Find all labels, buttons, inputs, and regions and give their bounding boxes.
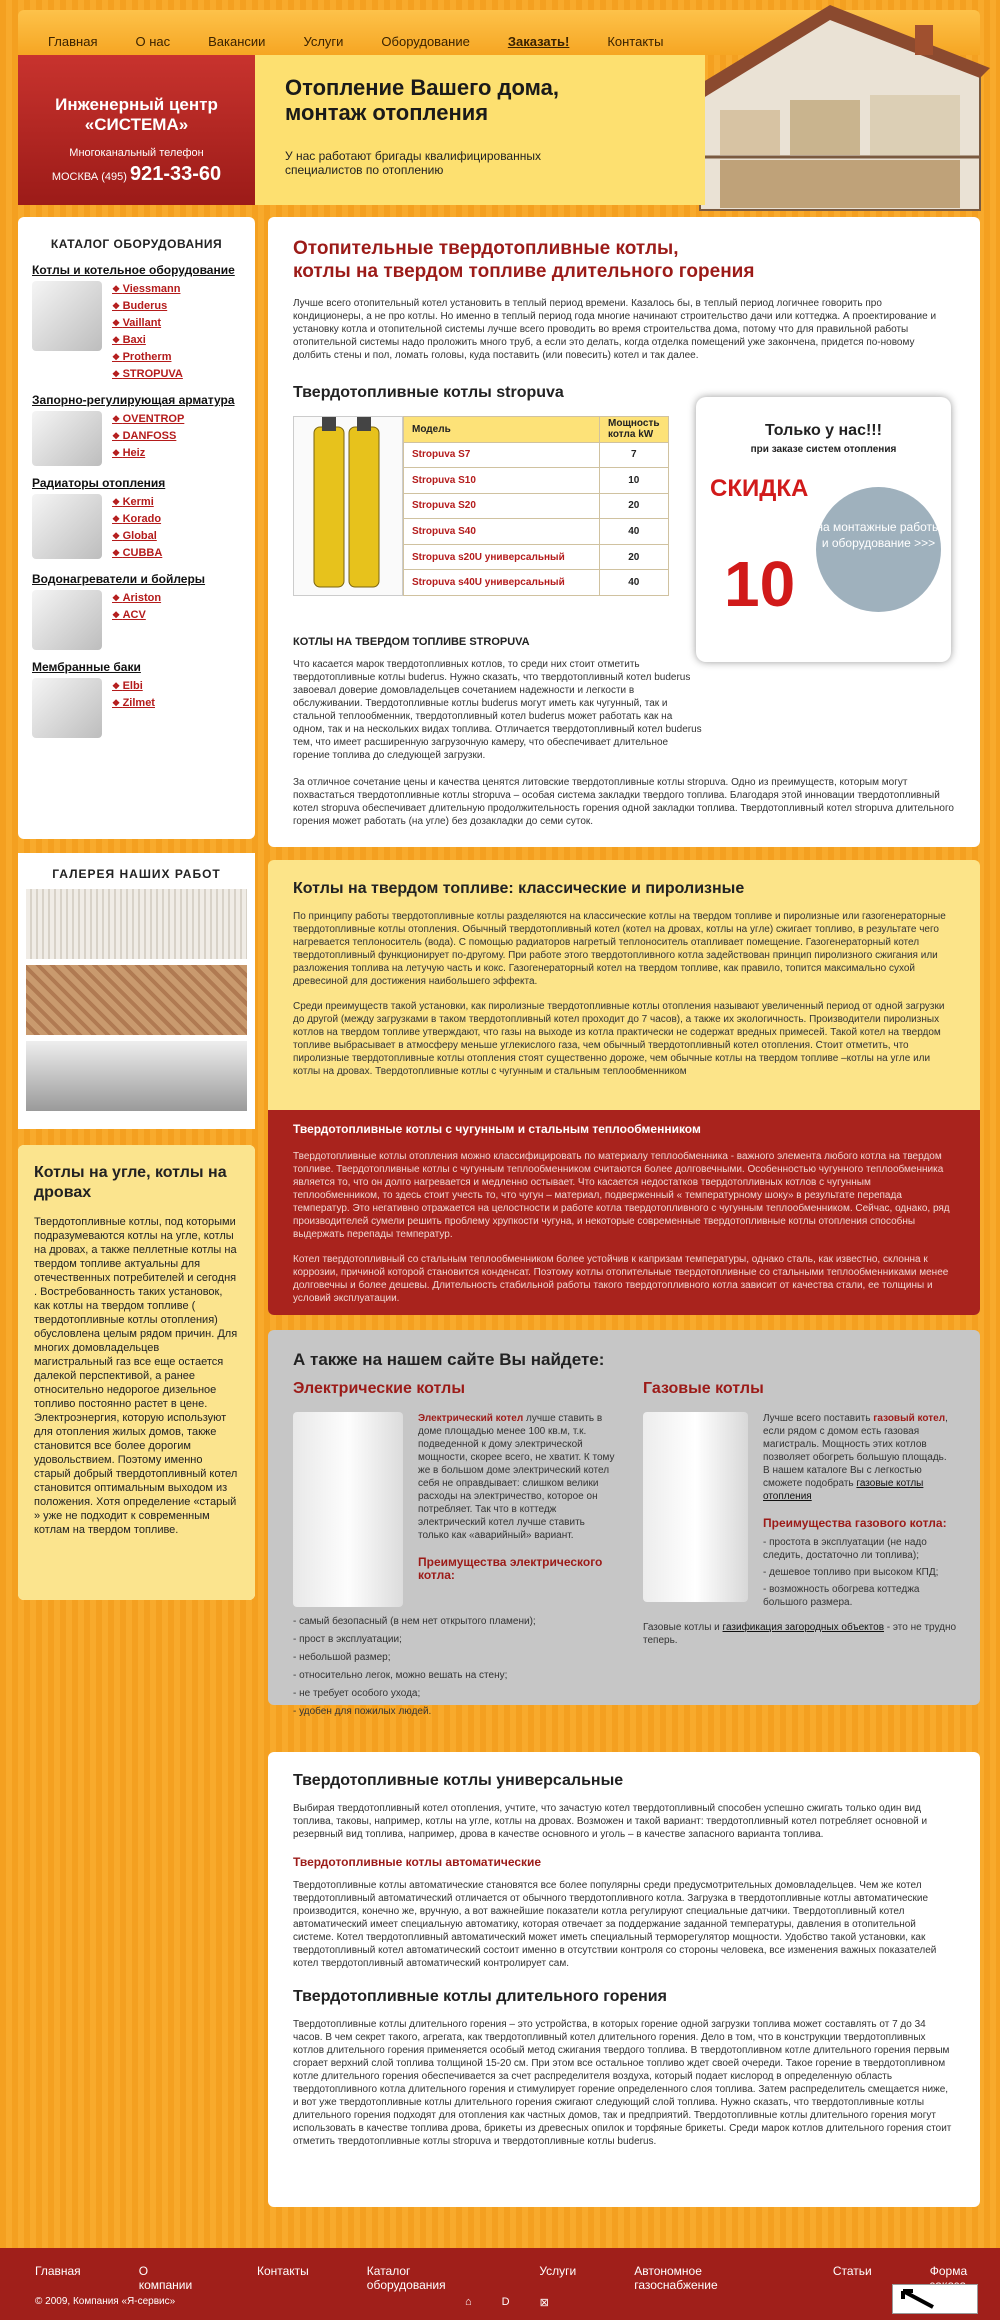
- catalog-link[interactable]: ❖ Zilmet: [112, 695, 155, 712]
- electric-boiler-image: [293, 1412, 403, 1607]
- gas-boilers-catalog-link[interactable]: газовые котлы отопления: [763, 1478, 924, 1502]
- stropuva-title: Твердотопливные котлы stropuva: [293, 384, 564, 401]
- house-illustration: [680, 0, 990, 215]
- table-row: Stropuva S20 20: [404, 493, 669, 519]
- footer-link[interactable]: Статьи: [832, 2264, 872, 2278]
- tank-thumb-icon: [32, 678, 102, 738]
- catalog-section-heaters: Водонагреватели и бойлеры ❖ Ariston ❖ ACV: [32, 572, 241, 650]
- footer-icons: [465, 2296, 579, 2309]
- catalog-link[interactable]: ❖ Korado: [112, 511, 162, 528]
- discount-promo[interactable]: Только у нас!!! при заказе систем отопления СКИДКА на монтажные работы и оборудование >>> 10: [696, 397, 951, 662]
- heat-exchanger-title: Твердотопливные котлы с чугунным и стальным теплообменником: [293, 1122, 701, 1136]
- universal-title: Твердотопливные котлы универсальные: [293, 1772, 624, 1789]
- footer-link[interactable]: О компании: [138, 2264, 193, 2292]
- also-title: А также на нашем сайте Вы найдете:: [293, 1350, 605, 1369]
- catalog-link[interactable]: ❖ ACV: [112, 607, 161, 624]
- nav-services[interactable]: Услуги: [303, 34, 344, 49]
- catalog-link[interactable]: ❖ Baxi: [112, 332, 183, 349]
- catalog-link[interactable]: ❖ Protherm: [112, 349, 183, 366]
- stropuva-boiler-image: [293, 416, 403, 596]
- catalog-link[interactable]: ❖ CUBBA: [112, 545, 162, 562]
- nav-about[interactable]: О нас: [135, 34, 171, 49]
- bookmark-icon[interactable]: D: [501, 2296, 510, 2308]
- catalog-link[interactable]: ❖ Buderus: [112, 298, 183, 315]
- footer-link[interactable]: Форма: [929, 2264, 968, 2278]
- hero-title: Отопление Вашего дома, монтаж отопления: [285, 75, 559, 125]
- long-burning-title: Твердотопливные котлы длительного горения: [293, 1988, 667, 2005]
- hero-text: У нас работают бригады квалифицированных специалистов по отоплению: [285, 149, 541, 177]
- footer-link[interactable]: Услуги: [539, 2264, 577, 2278]
- model-link[interactable]: Stropuva S10: [412, 474, 476, 486]
- catalog-section-tanks: Мембранные баки ❖ Elbi ❖ Zilmet: [32, 660, 241, 738]
- also-on-site-panel: [268, 1330, 980, 1717]
- auto-title: Твердотопливные котлы автоматические: [293, 1855, 542, 1869]
- table-row: Stropuva S10 10: [404, 468, 669, 494]
- gallery-image[interactable]: [26, 889, 247, 959]
- gas-boiler-image: [643, 1412, 748, 1602]
- classic-title: Котлы на твердом топливе: классические и пиролизные: [293, 880, 745, 897]
- catalog-link[interactable]: ❖ Global: [112, 528, 162, 545]
- gas-advantages-list: - простота в эксплуатации (не надо следить, достаточно ли топлива); - дешевое топливо при высоком КПД; - возможность обогрева коттеджа большого размера.: [763, 1537, 939, 1608]
- footer-link[interactable]: Главная: [35, 2264, 81, 2278]
- model-link[interactable]: Stropuva S20: [412, 500, 476, 512]
- nav-equipment[interactable]: Оборудование: [381, 34, 470, 49]
- heat-exchanger-section: Твердотопливные котлы с чугунным и стальным теплообменником Твердотопливные котлы отопления можно классифицировать по материалу теплообменника - важного элемента любого котла на твердом топливе. Твердотопливные котлы с чугунным теплообменником считаются более долговечными. Особенностью чугунного теплообменника является то, что он долго нагревается и медленно остывает. Что касается недостатков твердотопливных котлов с чугунным теплообменником, то здесь стоит учесть то, что чугун – материал, подверженный « температурному шоку» в результате перепада температур. Это негативно отражается на целостности и работе котла твердотопливного с чугунным теплообменником. Сейчас, однако, ряд производителей сумели решить проблему хрупкости чугуна, и некоторые современные твердотопливные котлы отопления способны выдержать перепады температур. Котел твердотопливный со стальным теплообменником более устойчив к капризам температуры, однако сталь, как известно, склонна к коррозии, причиной которой становится конденсат. Поэтому котлы отопительные твердотопливные со стальными теплообменниками менее долговечны и более дешевы. Длительность стабильной работы такого твердотопливного котла зависит от качества стали, ее толщины и условий эксплуатации.: [268, 1110, 980, 1315]
- models-table: Модель Мощность котла kW Stropuva S7 7 Stropuva S10 10 Stropuva S20 20 Stropuva S40 40 Stropuva s20U универсальный 20 Stropuva s40U универсальный 40: [403, 416, 669, 596]
- electric-boiler-link[interactable]: Электрический котел: [418, 1413, 524, 1424]
- coal-title: Котлы на угле, котлы на дровах: [34, 1164, 227, 1201]
- catalog-section-valves: Запорно-регулирующая арматура ❖ OVENTROP ❖ DANFOSS ❖ Heiz: [32, 393, 241, 466]
- catalog-title: КАТАЛОГ ОБОРУДОВАНИЯ: [50, 237, 223, 251]
- catalog-link[interactable]: ❖ Heiz: [112, 445, 184, 462]
- mail-icon[interactable]: ⊠: [539, 2297, 549, 2309]
- classic-pyrolysis-panel: Котлы на твердом топливе: классические и пиролизные По принципу работы твердотопливные котлы разделяются на классические котлы на твердом топливе и пиролизные или газогенераторные твердотопливные котлы отопления. Обычный твердотопливный котел (котел на дровах, котлы на угле) сжигает топливо, в результате чего нагревается теплоноситель (вода). С помощью радиаторов нагретый теплоноситель отапливает помещение. Газогенераторный котел твердотопливный функционирует по-другому. При работе этого твердотопливного котла задействован принцип пиролизного сжигания или разложения топлива на летучую часть и кокс. Газогенераторный котел на твердом топливе, как правило, топится максимально сухой древесиной для достижения наибольшего эффекта. Среди преимуществ такой установки, как пиролизные твердотопливные котлы отопления называют увеличенный период от одной загрузки до другой (между загрузками в таком твердотопливный котел проходит до 7 часов), а также их экологичность. Производители пиролизных котлов на твердом топливе утверждают, что газы на выходе из котла практически не содержат вредных примесей. Такой котел на твердом топливе выбрасывает в атмосферу меньше углекислого газа, чем обычный твердотопливный котел отопления. Стоит отметить, что пиролизные твердотопливные котлы отопления стоят существенно дороже, чем обычные котлы на твердом топливе –котлы на угле или котлы на дровах. Твердотопливные котлы с чугунным и стальным теплообменником Твердотопливные котлы с чугунным и стальным теплообменником Твердотопливные котлы отопления можно классифицировать по материалу теплообменника - важного элемента любого котла на твердом топливе. Твердотопливные котлы с чугунным теплообменником считаются более долговечными. Особенностью чугунного теплообменника является то, что он долго нагревается и медленно остывает. Что касается недостатков твердотопливных котлов с чугунным теплообменником, то здесь стоит учесть то, что чугун – материал, подверженный « температурному шоку» в результате перепада температур. Это негативно отражается на целостности и работе котла твердотопливного с чугунным теплообменником. Сейчас, однако, ряд производителей сумели решить проблему хрупкости чугуна, и некоторые современные твердотопливные котлы отопления способны выдержать перепады температур. Котел твердотопливный со стальным теплообменником более устойчив к капризам температуры, однако сталь, как известно, склонна к коррозии, причиной которой становится конденсат. Поэтому котлы отопительные твердотопливные со стальными теплообменниками менее долговечны и более дешевы. Длительность стабильной работы такого твердотопливного котла зависит от качества стали, ее толщины и условий эксплуатации.: [268, 860, 980, 1315]
- catalog-link[interactable]: ❖ Vaillant: [112, 315, 183, 332]
- nav-contacts[interactable]: Контакты: [607, 34, 664, 49]
- model-link[interactable]: Stropuva S7: [412, 449, 471, 461]
- catalog-link[interactable]: ❖ Ariston: [112, 590, 161, 607]
- radiator-thumb-icon: [32, 494, 102, 559]
- gasification-link[interactable]: газификация загородных объектов: [722, 1622, 885, 1633]
- nav-order[interactable]: Заказать!: [507, 34, 570, 49]
- top-nav: [48, 34, 701, 49]
- table-row: Stropuva s20U универсальный 20: [404, 544, 669, 570]
- main-title: Отопительные твердотопливные котлы, котлы на твердом топливе длительного горения: [293, 238, 755, 282]
- gallery-title: ГАЛЕРЕЯ НАШИХ РАБОТ: [52, 867, 221, 881]
- model-link[interactable]: Stropuva s20U универсальный: [412, 551, 565, 563]
- model-link[interactable]: Stropuva S40: [412, 526, 476, 538]
- coal-text: Твердотопливные котлы, под которыми подразумеваются котлы на угле, котлы на дровах, а также пеллетные котлы на твердом топливе актуальны для отечественных потребителей и сегодня . Востребованность таких установок, как котлы на твердом топливе ( твердотопливные котлы отопления) обусловлена целым рядом причин. Для многих домовладельцев магистральный газ все еще остается далекой перспективой, а ранее относительно недорогое дизельное топливо постоянно растет в цене. Электроэнергия, которую используют для отопления жилых домов, также становится все более дорогим удовольствием. Поэтому именно старый добрый твердотопливный котел становится оптимальным выходом из положения. Хотя определение «старый » уже не подходит к современным котлам на твердом топливе.: [34, 1216, 238, 1536]
- gas-boilers-block: Газовые котлы Лучше всего поставить газовый котел, если рядом с домом есть газовая магистраль. Мощность этих котлов позволяет обогреть большую площадь. В нашем каталоге Вы с легкостью сможете подобрать газовые котлы отопления Преимущества газового котла: - простота в эксплуатации (не надо следить, достаточно ли топлива); - дешевое топливо при высоком КПД; - возможность обогрева коттеджа большого размера. Газовые котлы и газификация загородных объектов - это не трудно теперь.: [643, 1380, 957, 1646]
- footer-link[interactable]: Каталог оборудования: [366, 2264, 446, 2292]
- gallery-panel: [18, 853, 255, 1129]
- universal-boilers-panel: Твердотопливные котлы универсальные Выбирая твердотопливный котел отопления, учтите, что зачастую котел твердотопливный способен успешно сжигать только один вид топлива, таковы, например, котлы на угле, котлы на дровах. Возможен и такой вариант: твердотопливный котел потребляет основной и резервный вид топлива, например, дрова в качестве основного и уголь – в качестве запасного варианта топлива. Твердотопливные котлы автоматические Твердотопливные котлы автоматические становятся все более популярны среди предусмотрительных домовладельцев. Чем же котел твердотопливный автоматический отличается от обычного твердотопливного котла. Загрузка в твердотопливные котлы автоматические производится, конечно же, вручную, а вот важнейшие показатели котла регулируют специальные датчики. Твердотопливный котел автоматический имеет специальную автоматику, которая отвечает за поддержание заданной температуры, давления в отопительной системе. Котел твердотопливный автоматический может иметь специальный терморегулятор мощности. Удобство такой установки, как твердотопливный котел автоматический состоит именно в отсутствии контроля со стороны человека, все изменения важных показателей котел твердотопливный автоматический контролирует сам. Твердотопливные котлы длительного горения Твердотопливные котлы длительного горения – это устройства, в которых горение одной загрузки топлива может составлять от 7 до 34 часов. В чем секрет такого, агрегата, как твердотопливный котел длительного горения. Дело в том, что в конструкции твердотопливных котлов длительного горения применяется особый метод сжигания твердого топлива. В твердотопливном котле длительного горения первым сгорает верхний слой топлива толщиной 15-20 см. При этом все остальное топливо ждет своей очереди. Такое горение в твердотопливном котле длительного горения обеспечивается за счет распределителя воздуха, который подает кислород в определенную область твердотопливного котла длительного горения и стимулирует горение определенного слоя топлива. Затем распределитель смещается ниже, и вот уже твердотопливные котлы длительного горения сжигают следующий слой топлива. Нужно сказать, что твердотопливные котлы длительного горения подходят для отопления как частных домов, так и предприятий. Твердотопливные котлы длительного горения могут использовать в качестве топлива дрова, брикеты из древесных опилок и торфяные брикеты. Среди марок котлов длительного горения стоит отметить твердотопливные котлы stropuva и твердотопливные котлы buderus.: [268, 1752, 980, 2207]
- gallery-image[interactable]: [26, 965, 247, 1035]
- catalog-link[interactable]: ❖ OVENTROP: [112, 411, 184, 428]
- catalog-section-boilers: Котлы и котельное оборудование ❖ Viessmann ❖ Buderus ❖ Vaillant ❖ Baxi ❖ Protherm ❖ STROPUVA: [32, 263, 241, 383]
- promo-circle: на монтажные работы и оборудование >>>: [816, 487, 941, 612]
- buderus-text: Что касается марок твердотопливных котлов, то среди них стоит отметить твердотопливные котлы buderus. Нужно сказать, что твердотопливный котел buderus завоевал доверие домовладельцев сочетанием надежности и легкости в обслуживании. Твердотопливные котлы buderus могут иметь как чугунный, так и стальной теплообменник, твердотопливный котел buderus может работать как на одном, так и на нескольких видах топлива. Отличается твердотопливный котел buderus тем, что имеет расширенную загрузочную камеру, что обеспечивает длительное горение топлива до следующей загрузки.: [293, 659, 702, 761]
- catalog-panel: [18, 217, 255, 839]
- footer-logo: [892, 2284, 978, 2314]
- model-link[interactable]: Stropuva s40U универсальный: [412, 577, 565, 589]
- footer-link[interactable]: Контакты: [256, 2264, 309, 2278]
- electric-boilers-block: Электрические котлы Электрический котел лучше ставить в доме площадью менее 100 кв.м, т.к. подведенной к дому электрической мощности, скорее всего, не хватит. К тому же в большом доме электрический котел себя не оправдывает: слишком велики расходы на электричество, которое он потребляет. Так что в коттедж электрический котел лучше ставить только как «аварийный» вариант. Преимущества электрического котла: - самый безопасный (в нем нет открытого пламени); - прост в эксплуатации; - небольшой размер; - относительно легок, можно вешать на стену; - не требует особого ухода; - удобен для пожилых людей.: [293, 1380, 618, 1721]
- table-row: Stropuva S7 7: [404, 442, 669, 468]
- gallery-image[interactable]: [26, 1041, 247, 1111]
- main-content-panel: [268, 217, 980, 847]
- intro-text: Лучше всего отопительный котел установить в теплый период времени. Казалось бы, в теплый период логичнее говорить про кондиционеры, а не про котлы. Но именно в теплый период года многие начинают строительство дачи или коттеджа. А проектирование и установку котла и отопительной системы лучше всего проводить во время строительства дома, потому что для правильной работы отопительной системы надо проложить много труб, а если это делать, когда отделка помещений уже закончена, придется по-новому долбить стены и пол, ломать головы, куда поставить (или повесить) котел и так далее.: [293, 298, 937, 361]
- coal-info-panel: [18, 1145, 255, 1600]
- footer-link[interactable]: Автономное газоснабжение: [634, 2264, 718, 2292]
- brand-box: [18, 55, 255, 205]
- footer: [0, 2248, 1000, 2320]
- stropuva-text: За отличное сочетание цены и качества ценятся литовские твердотопливные котлы stropuva. Одно из преимуществ, которым могут похвастаться твердотопливные котлы stropuva – особая система закладки твердого топлива. Благодаря этой инновации твердотопливный котел stropuva обеспечивает длительную продолжительность горения одной закладки топлива. Твердотопливный котел stropuva длительного горения может работать (на угле) без дозакладки до семи суток.: [293, 777, 954, 827]
- table-row: Stropuva S40 40: [404, 519, 669, 545]
- nav-vacancies[interactable]: Вакансии: [208, 34, 266, 49]
- boiler-thumb-icon: [32, 281, 102, 351]
- catalog-link[interactable]: ❖ STROPUVA: [112, 366, 183, 383]
- phone: МОСКВА (495) 921-33-60: [51, 163, 222, 185]
- home-icon[interactable]: ⌂: [465, 2296, 472, 2308]
- footer-nav: [35, 2264, 1000, 2292]
- gas-boiler-link[interactable]: газовый котел: [873, 1413, 946, 1424]
- catalog-link[interactable]: ❖ Viessmann: [112, 281, 183, 298]
- catalog-section-radiators: Радиаторы отопления ❖ Kermi ❖ Korado ❖ Global ❖ CUBBA: [32, 476, 241, 562]
- catalog-link[interactable]: ❖ DANFOSS: [112, 428, 184, 445]
- table-row: Stropuva s40U универсальный 40: [404, 570, 669, 596]
- catalog-link[interactable]: ❖ Kermi: [112, 494, 162, 511]
- catalog-link[interactable]: ❖ Elbi: [112, 678, 155, 695]
- stropuva-subtitle: КОТЛЫ НА ТВЕРДОМ ТОПЛИВЕ STROPUVA: [293, 636, 530, 648]
- copyright: © 2009, Компания «Я-сервис»: [35, 2296, 176, 2307]
- phone-label: Многоканальный телефон: [69, 147, 204, 159]
- nav-home[interactable]: Главная: [48, 34, 98, 49]
- water-heater-thumb-icon: [32, 590, 102, 650]
- company-name: Инженерный центр «СИСТЕМА»: [55, 95, 218, 134]
- electric-advantages-list: - самый безопасный (в нем нет открытого пламени); - прост в эксплуатации; - небольшой размер; - относительно легок, можно вешать на стену; - не требует особого ухода; - удобен для пожилых людей.: [293, 1616, 536, 1717]
- valve-thumb-icon: [32, 411, 102, 466]
- hero-banner: [255, 55, 705, 205]
